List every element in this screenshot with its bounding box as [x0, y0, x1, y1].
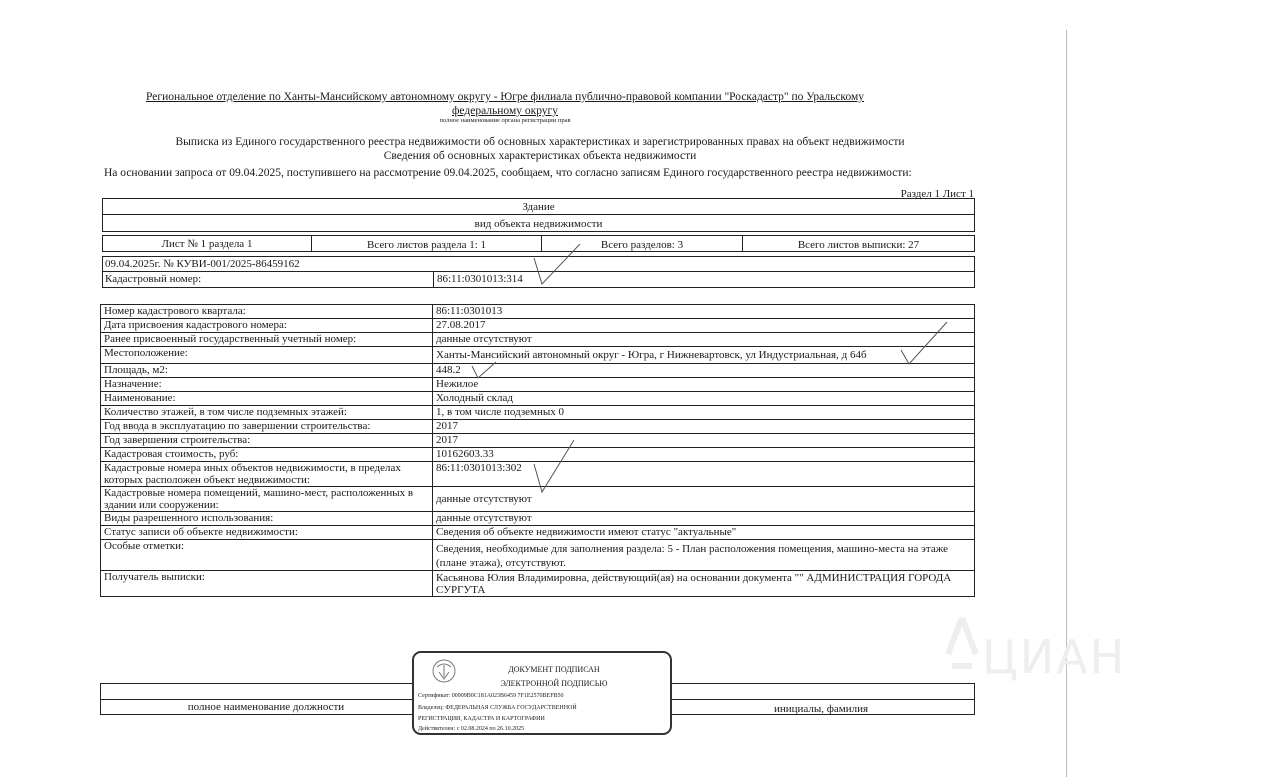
row-label: Год завершения строительства: — [101, 434, 433, 448]
row-value: 86:11:0301013:302 — [433, 462, 975, 487]
object-type: Здание — [522, 201, 555, 213]
sheets-total: Всего листов выписки: 27 — [797, 239, 920, 251]
position-caption: полное наименование должности — [187, 701, 345, 713]
row-value: Нежилое — [433, 378, 975, 392]
row-label: Номер кадастрового квартала: — [101, 305, 433, 319]
sheets-in-section: Всего листов раздела 1: 1 — [366, 239, 487, 251]
row-label: Статус записи об объекте недвижимости: — [101, 526, 433, 540]
row-label: Получатель выписки: — [101, 571, 433, 597]
electronic-signature-stamp — [412, 651, 672, 735]
organization-name: Региональное отделение по Ханты-Мансийскому автономному округу - Югре филиала публично-правовой компании "Роскадастр" по Уральскому федеральному округу — [146, 91, 864, 117]
cadastral-number-value: 86:11:0301013:314 — [437, 273, 523, 285]
row-label: Местоположение: — [101, 347, 433, 364]
table-row — [101, 540, 975, 571]
organization-caption: полное наименование органа регистрации прав — [439, 117, 571, 124]
table-row — [101, 364, 975, 378]
stamp-owner-line2: РЕГИСТРАЦИИ, КАДАСТРА И КАРТОГРАФИИ — [418, 716, 545, 722]
object-type-box — [102, 198, 975, 232]
row-value: 2017 — [433, 434, 975, 448]
row-label: Особые отметки: — [101, 540, 433, 571]
row-value: данные отсутствуют — [433, 333, 975, 347]
table-row — [101, 571, 975, 597]
row-value: данные отсутствуют — [433, 512, 975, 526]
row-value: Сведения об объекте недвижимости имеют статус "актуальные" — [433, 526, 975, 540]
sections-total: Всего разделов: 3 — [600, 239, 684, 251]
row-value: Холодный склад — [433, 392, 975, 406]
section-sheet: Раздел 1 Лист 1 — [900, 188, 974, 200]
row-value: Ханты-Мансийский автономный округ - Югра, г Нижневартовск, ул Индустриальная, д 64б — [433, 347, 975, 364]
table-row — [101, 406, 975, 420]
row-label: Назначение: — [101, 378, 433, 392]
stamp-certificate: Сертификат: 00909B0C181A023B6459 7F1E2570BEFB50 — [418, 693, 564, 699]
table-row — [101, 378, 975, 392]
row-label: Наименование: — [101, 392, 433, 406]
table-row — [101, 526, 975, 540]
row-value: 448.2 — [433, 364, 975, 378]
row-label: Кадастровые номера иных объектов недвижимости, в пределах которых расположен объект недвижимости: — [101, 462, 433, 487]
row-label: Год ввода в эксплуатацию по завершении строительства: — [101, 420, 433, 434]
name-caption: инициалы, фамилия — [773, 703, 869, 715]
row-value: данные отсутствуют — [433, 487, 975, 512]
stamp-owner-line1: Владелец: ФЕДЕРАЛЬНАЯ СЛУЖБА ГОСУДАРСТВЕННОЙ — [418, 705, 577, 711]
row-label: Ранее присвоенный государственный учетный номер: — [101, 333, 433, 347]
sheet-number: Лист № 1 раздела 1 — [161, 238, 253, 250]
row-value: 1, в том числе подземных 0 — [433, 406, 975, 420]
row-label: Кадастровые номера помещений, машино-мест, расположенных в здании или сооружении: — [101, 487, 433, 512]
watermark-logo-icon — [940, 614, 984, 674]
table-row — [101, 512, 975, 526]
document-subtitle: Сведения об основных характеристиках объекта недвижимости — [383, 150, 697, 162]
row-label: Виды разрешенного использования: — [101, 512, 433, 526]
row-value: 10162603.33 — [433, 448, 975, 462]
table-row — [101, 392, 975, 406]
row-value: Сведения, необходимые для заполнения раздела: 5 - План расположения помещения, машино-места на этаже (плане этажа), отсутствуют. — [433, 540, 975, 571]
record-date-number: 09.04.2025г. № КУВИ-001/2025-86459162 — [105, 258, 300, 270]
table-row — [101, 319, 975, 333]
table-row — [101, 305, 975, 319]
document-title: Выписка из Единого государственного реестра недвижимости об основных характеристиках и зарегистрированных правах на объект недвижимости — [175, 136, 905, 148]
row-value: 27.08.2017 — [433, 319, 975, 333]
row-label: Дата присвоения кадастрового номера: — [101, 319, 433, 333]
table-row — [101, 420, 975, 434]
emblem-icon — [430, 657, 458, 685]
table-row — [101, 333, 975, 347]
stamp-line1: ДОКУМЕНТ ПОДПИСАН — [508, 665, 600, 674]
check-mark-icon — [528, 240, 588, 290]
row-value: Касьянова Юлия Владимировна, действующий(ая) на основании документа "" АДМИНИСТРАЦИЯ ГОРОДА СУРГУТА — [433, 571, 975, 597]
stamp-line2: ЭЛЕКТРОННОЙ ПОДПИСЬЮ — [500, 679, 608, 688]
object-type-caption: вид объекта недвижимости — [474, 218, 603, 230]
table-row — [101, 347, 975, 364]
cadastral-number-label: Кадастровый номер: — [105, 273, 202, 285]
check-mark-icon — [895, 318, 955, 368]
row-value: 86:11:0301013 — [433, 305, 975, 319]
row-label: Площадь, м2: — [101, 364, 433, 378]
check-mark-icon — [530, 436, 580, 496]
watermark-text: ЦИАН — [982, 630, 1127, 684]
check-mark-icon — [470, 360, 500, 380]
row-label: Кадастровая стоимость, руб: — [101, 448, 433, 462]
stamp-validity: Действителен: с 02.08.2024 по 26.10.2025 — [418, 726, 525, 732]
row-label: Количество этажей, в том числе подземных этажей: — [101, 406, 433, 420]
row-value: 2017 — [433, 420, 975, 434]
request-basis: На основании запроса от 09.04.2025, поступившего на рассмотрение 09.04.2025, сообщаем, что согласно записям Единого государственного реестра недвижимости: — [104, 167, 912, 179]
